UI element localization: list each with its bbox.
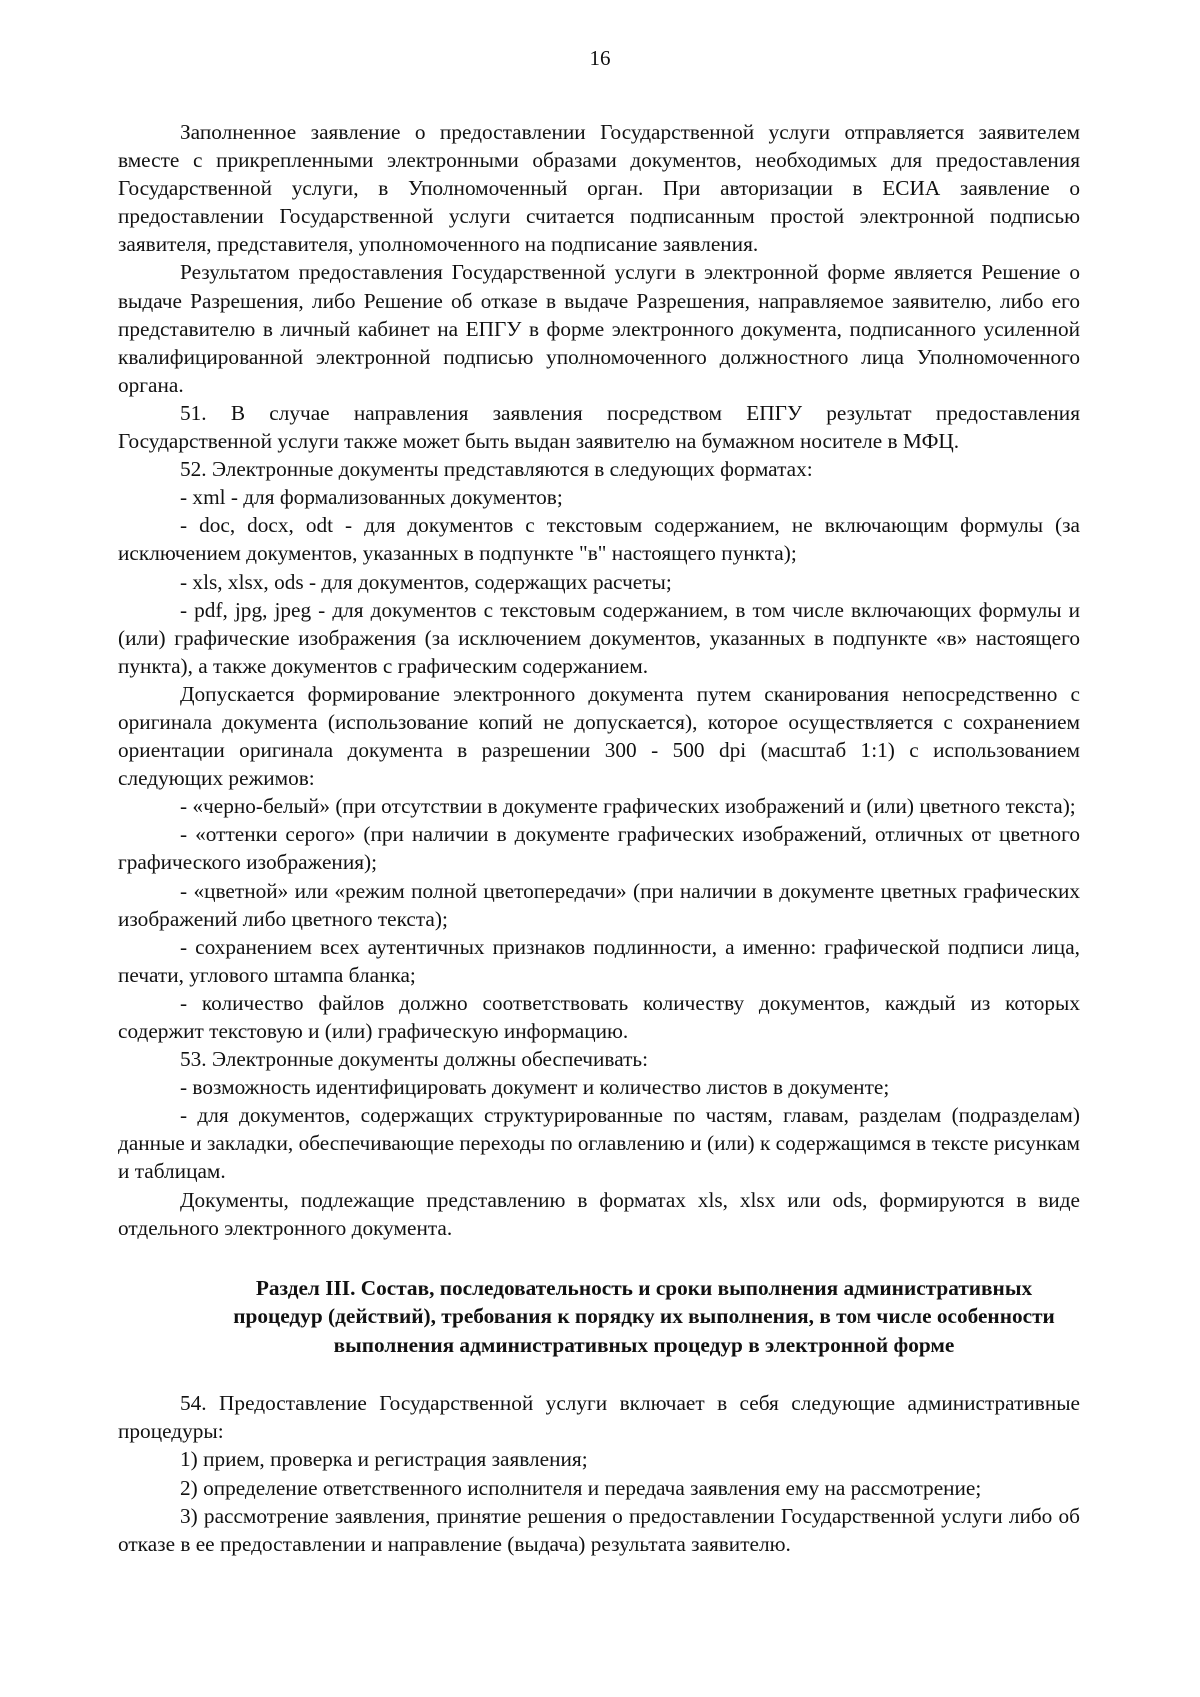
paragraph-scanning: Допускается формирование электронного документа путем сканирования непосредственно с оригинала документа (использование копий не допускается), которое осуществляется с сохранением ориентации оригинала документа в разрешении 300 - 500 dpi (масштаб 1:1) с использованием следующих режимов: xyxy=(118,681,1080,791)
list-item-identify: - возможность идентифицировать документ и количество листов в документе; xyxy=(180,1075,890,1100)
list-item-authenticity: - сохранением всех аутентичных признаков подлинности, а именно: графической подписи лица, печати, углового штампа бланка; xyxy=(118,934,1080,987)
list-item-mode-bw: - «черно-белый» (при отсутствии в документе графических изображений и (или) цветного текста); xyxy=(180,794,1076,819)
list-item-mode-color: - «цветной» или «режим полной цветопередачи» (при наличии в документе цветных графических изображений либо цветного текста); xyxy=(118,878,1080,931)
paragraph-51: 51. В случае направления заявления посредством ЕПГУ результат предоставления Государственной услуги также может быть выдан заявителю на бумажном носителе в МФЦ. xyxy=(118,400,1080,454)
list-item-mode-gray: - «оттенки серого» (при наличии в документе графических изображений, отличных от цветного графического изображения); xyxy=(118,822,1080,875)
paragraph-result: Результатом предоставления Государственной услуги в электронной форме является Решение о выдаче Разрешения, либо Решение об отказе в выдаче Разрешения, направляемое заявителю, либо его представителю в личный кабинет на ЕПГУ в форме электронного документа, подписанного усиленной квалифицированной электронной подписью уполномоченного должностного лица Уполномоченного органа. xyxy=(118,260,1080,397)
list-item-file-count: - количество файлов должно соответствовать количеству документов, каждый из которых содержит текстовую и (или) графическую информацию. xyxy=(118,990,1080,1043)
paragraph-submission: Заполненное заявление о предоставлении Государственной услуги отправляется заявителем вместе с прикрепленными электронными образами документов, необходимых для предоставления Государственной услуги, в Уполномоченный орган. При авторизации в ЕСИА заявление о предоставлении Государственной услуги считается подписанным простой электронной подписью заявителя, представителя, уполномоченного на подписание заявления. xyxy=(118,120,1080,257)
section-heading: Раздел III. Состав, последовательность и сроки выполнения административных процедур (действий), требования к порядку их выполнения, в том числе особенности выполнения административных процедур в электронной форме xyxy=(233,1275,1055,1357)
list-item-procedure-2: 2) определение ответственного исполнителя и передача заявления ему на рассмотрение; xyxy=(180,1475,982,1500)
paragraph-52: 52. Электронные документы представляются в следующих форматах: xyxy=(180,457,813,482)
list-item-format-doc: - doc, docx, odt - для документов с текстовым содержанием, не включающим формулы (за исключением документов, указанных в подпункте "в" настоящего пункта); xyxy=(118,513,1080,566)
list-item-format-xls: - xls, xlsx, ods - для документов, содержащих расчеты; xyxy=(180,569,672,594)
page-number: 16 xyxy=(589,46,611,70)
list-item-procedure-3: 3) рассмотрение заявления, принятие решения о предоставлении Государственной услуги либо об отказе в ее предоставлении и направление (выдача) результата заявителю. xyxy=(118,1503,1080,1556)
list-item-structured: - для документов, содержащих структурированные по частям, главам, разделам (подразделам) данные и закладки, обеспечивающие переходы по оглавлению и (или) к содержащимся в тексте рисункам и таблицам. xyxy=(118,1103,1080,1184)
paragraph-xls-docs: Документы, подлежащие представлению в форматах xls, xlsx или ods, формируются в виде отдельного электронного документа. xyxy=(118,1187,1080,1240)
list-item-format-xml: - xml - для формализованных документов; xyxy=(180,485,563,510)
list-item-procedure-1: 1) прием, проверка и регистрация заявления; xyxy=(180,1447,588,1472)
document-body xyxy=(118,118,1080,1558)
list-item-format-pdf: - pdf, jpg, jpeg - для документов с текстовым содержанием, в том числе включающих формулы и (или) графические изображения (за исключением документов, указанных в подпункте «в» настоящего пункта), а также документов с графическим содержанием. xyxy=(118,597,1080,678)
paragraph-53: 53. Электронные документы должны обеспечивать: xyxy=(180,1047,649,1072)
paragraph-54: 54. Предоставление Государственной услуги включает в себя следующие административные процедуры: xyxy=(118,1391,1080,1444)
